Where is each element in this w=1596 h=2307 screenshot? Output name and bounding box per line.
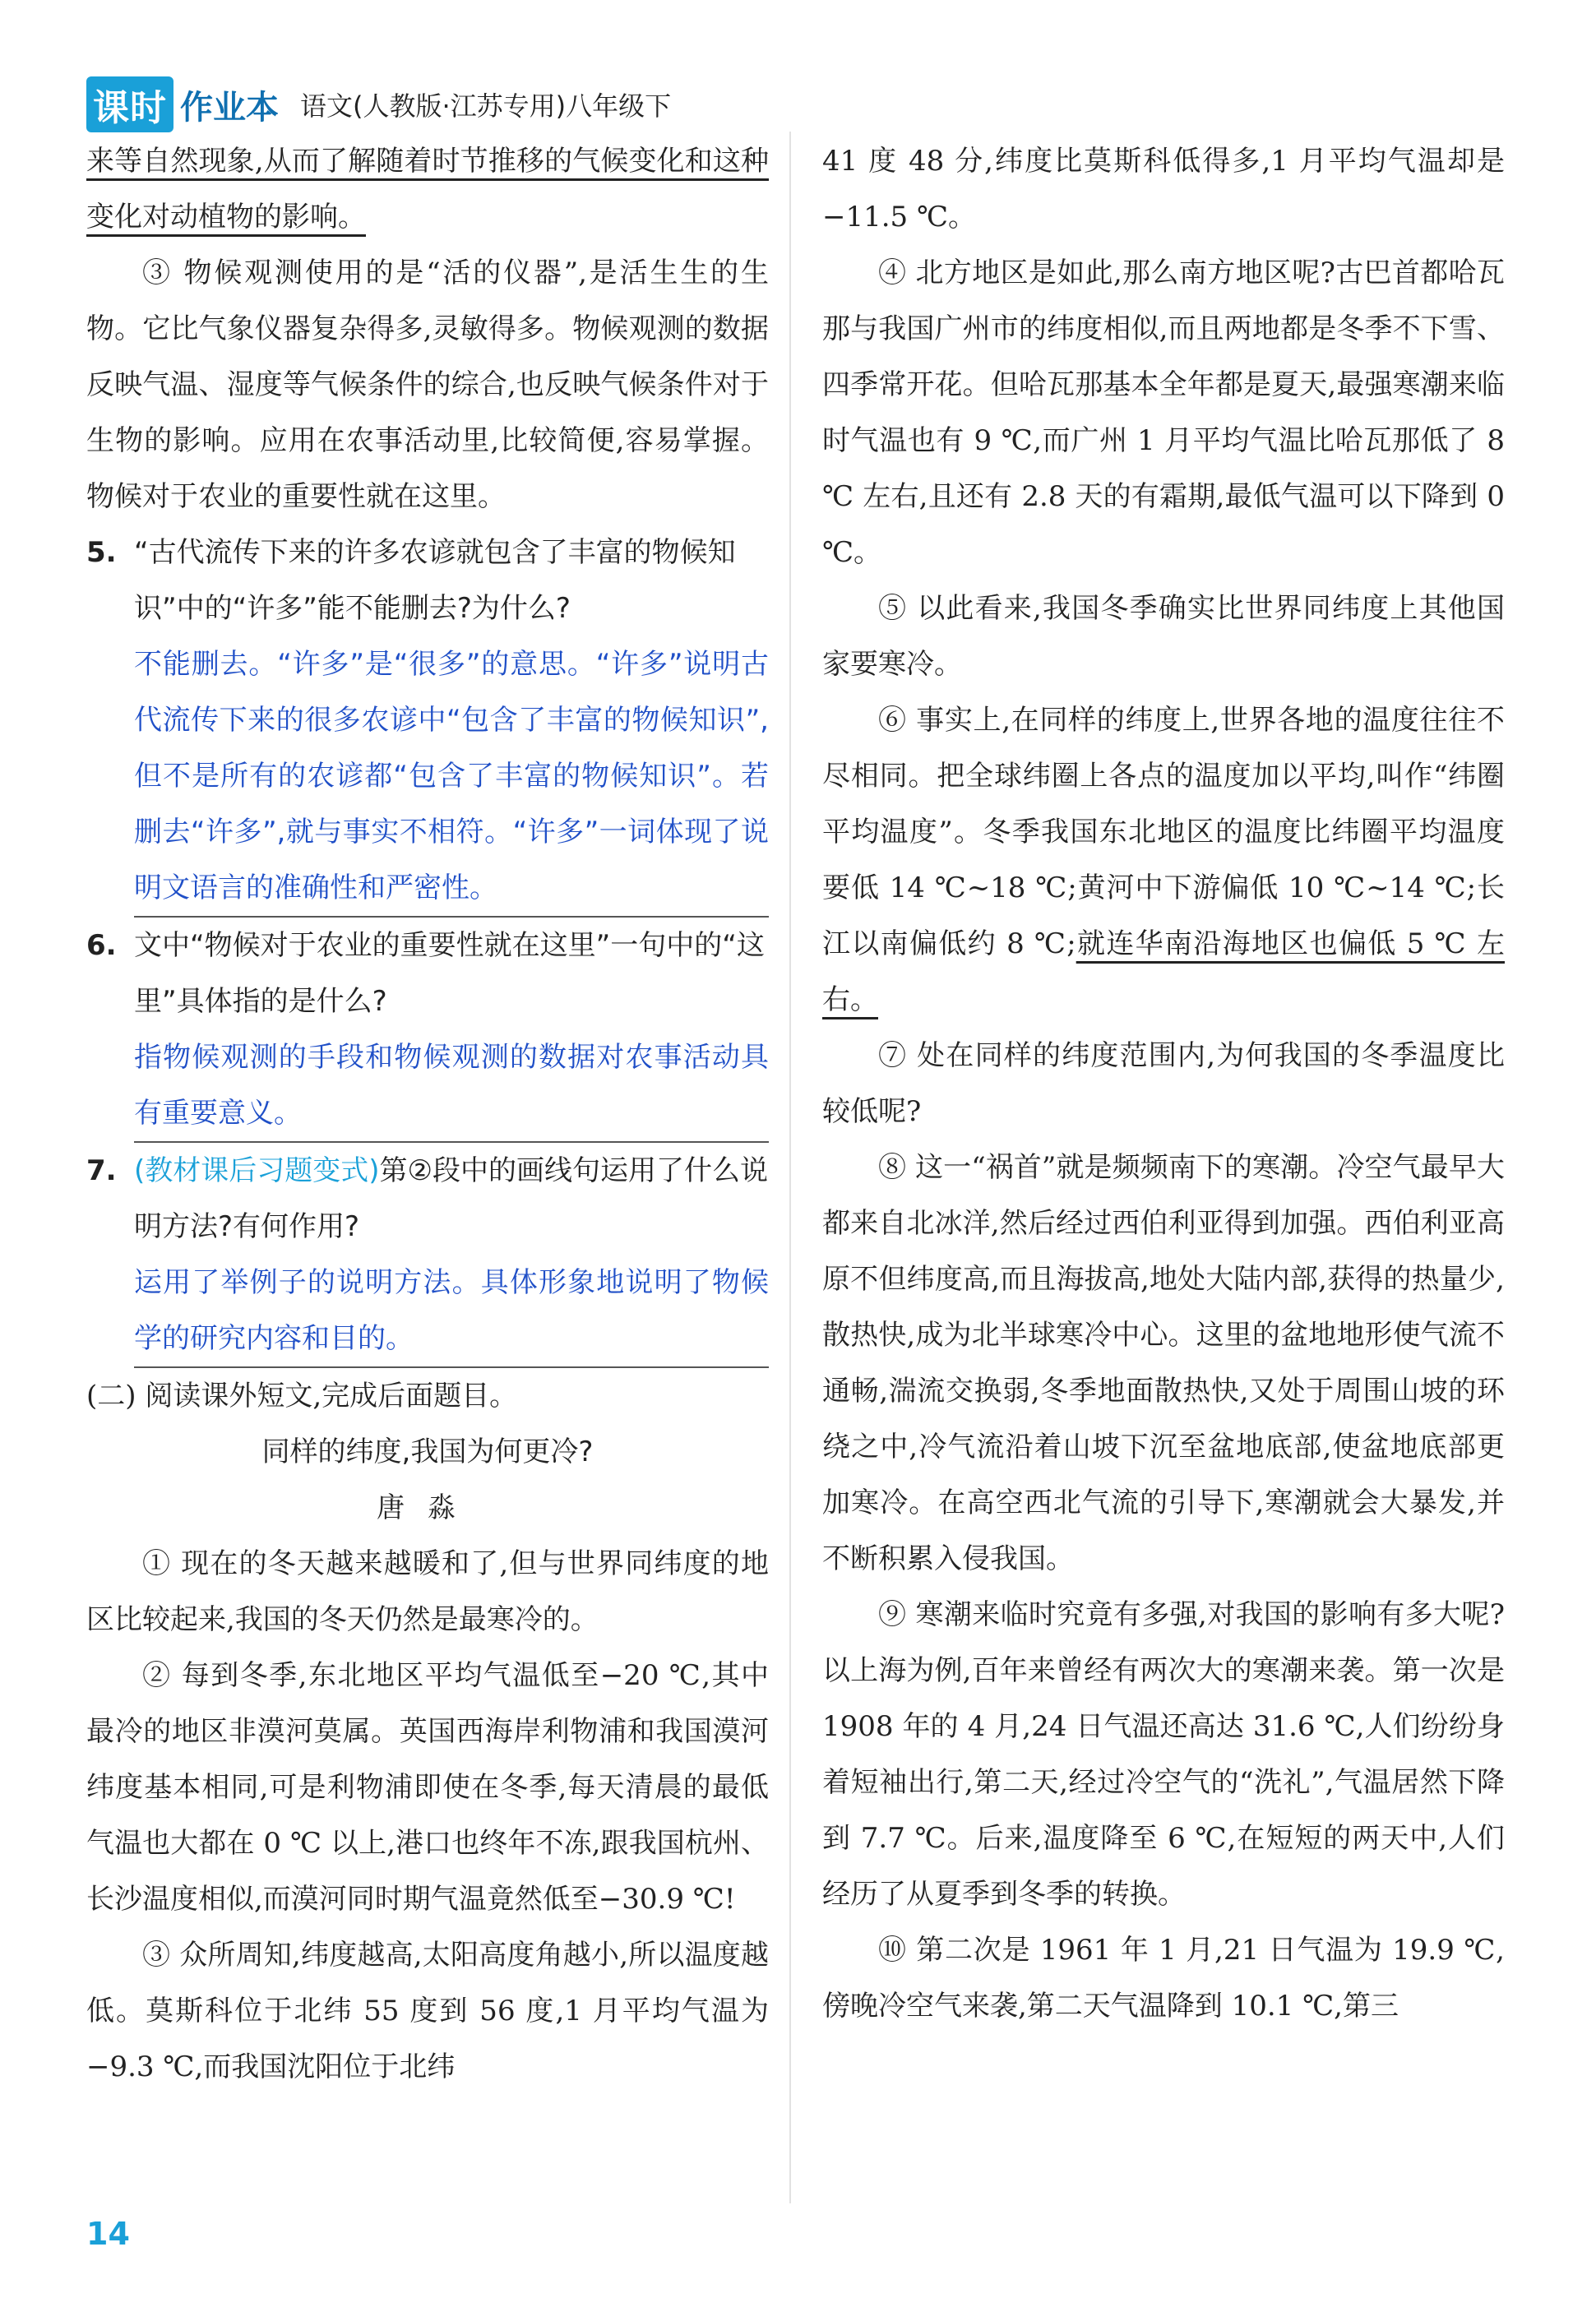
article-author: 唐淼: [377, 1491, 479, 1524]
article-title: 同样的纬度,我国为何更冷?: [261, 1436, 594, 1468]
article-paragraph-5: ⑤ 以此看来,我国冬季确实比世界同纬度上其他国家要寒冷。: [822, 592, 1505, 681]
article-paragraph-4: ④ 北方地区是如此,那么南方地区呢?古巴首都哈瓦那与我国广州市的纬度相似,而且两地都是冬季不下雪、四季常开花。但哈瓦那基本全年都是夏天,最强寒潮来临时气温也有 9 ℃,而广州 1 月平均气温比哈瓦那低了 8 ℃ 左右,且还有 2.8 天的有霜期,最低气温可以下降到 0 ℃。: [822, 257, 1505, 569]
article-paragraph-2: ② 每到冬季,东北地区平均气温低至−20 ℃,其中最冷的地区非漠河莫属。英国西海岸利物浦和我国漠河纬度基本相同,可是利物浦即使在冬季,每天清晨的最低气温也大都在 0 ℃ 以上,港口也终年不冻,跟我国杭州、长沙温度相似,而漠河同时期气温竟然低至−30.9 ℃!: [86, 1659, 769, 1916]
brand-logo: [86, 76, 279, 132]
page-number: 14: [86, 2216, 130, 2252]
question-6: [86, 918, 769, 1029]
question-7: [86, 1143, 769, 1255]
question-tag: (教材课后习题变式): [134, 1154, 380, 1187]
question-5: [86, 525, 769, 636]
question-text: “古代流传下来的许多农谚就包含了丰富的物候知识”中的“许多”能不能删去?为什么?: [134, 536, 736, 625]
question-number: 7.: [86, 1154, 117, 1187]
question-body: 第②段中的画线句运用了什么说明方法?有何作用?: [134, 1154, 769, 1243]
article-paragraph-10: ⑩ 第二次是 1961 年 1 月,21 日气温为 19.9 ℃,傍晚冷空气来袭,第二天气温降到 10.1 ℃,第三: [822, 1934, 1505, 2023]
right-column: [822, 133, 1505, 2034]
answer-5: 不能删去。“许多”是“很多”的意思。“许多”说明古代流传下来的很多农谚中“包含了丰富的物候知识”,但不是所有的农谚都“包含了丰富的物候知识”。若删去“许多”,就与事实不相符。“许多”一词体现了说明文语言的准确性和严密性。: [134, 636, 769, 918]
section-heading: (二) 阅读课外短文,完成后面题目。: [86, 1380, 518, 1412]
article-paragraph-9: ⑨ 寒潮来临时究竟有多强,对我国的影响有多大呢?以上海为例,百年来曾经有两次大的寒潮来袭。第一次是 1908 年的 4 月,24 日气温还高达 31.6 ℃,人们纷纷身着短袖出行,第二天,经过冷空气的“洗礼”,气温居然下降到 7.7 ℃。后来,温度降至 6 ℃,在短短的两天中,人们经历了从夏季到冬季的转换。: [822, 1598, 1505, 1911]
article-paragraph-1: ① 现在的冬天越来越暖和了,但与世界同纬度的地区比较起来,我国的冬天仍然是最寒冷的。: [86, 1547, 769, 1636]
question-text: 文中“物候对于农业的重要性就在这里”一句中的“这里”具体指的是什么?: [134, 929, 765, 1018]
article-paragraph-7: ⑦ 处在同样的纬度范围内,为何我国的冬季温度比较低呢?: [822, 1039, 1505, 1128]
paragraph-continuation: 来等自然现象,从而了解随着时节推移的气候变化和这种变化对动植物的影响。: [86, 145, 769, 233]
answer-7: 运用了举例子的说明方法。具体形象地说明了物候学的研究内容和目的。: [134, 1255, 769, 1368]
left-column: [86, 133, 769, 2095]
brand-name: 作业本: [180, 88, 279, 127]
underlined-sentence: 就连华南沿海地区也偏低 5 ℃ 左右。: [822, 927, 1505, 1016]
question-number: 5.: [86, 536, 117, 569]
paragraph-6-text: ⑥ 事实上,在同样的纬度上,世界各地的温度往往不尽相同。把全球纬圈上各点的温度加以平均,叫作“纬圈平均温度”。冬季我国东北地区的温度比纬圈平均温度要低 14 ℃~18 ℃;黄河中下游偏低 10 ℃~14 ℃;长江以南偏低约 8 ℃;: [822, 704, 1505, 960]
logo-mark: 课时: [86, 76, 173, 132]
column-divider: [789, 132, 791, 2203]
subject-label: 语文(人教版·江苏专用)八年级下: [300, 90, 672, 122]
page-header: [86, 79, 671, 130]
article-paragraph-8: ⑧ 这一“祸首”就是频频南下的寒潮。冷空气最早大都来自北冰洋,然后经过西伯利亚得到加强。西伯利亚高原不但纬度高,而且海拔高,地处大陆内部,获得的热量少,散热快,成为北半球寒冷中心。这里的盆地地形使气流不通畅,湍流交换弱,冬季地面散热快,又处于周围山坡的环绕之中,冷气流沿着山坡下沉至盆地底部,使盆地底部更加寒冷。在高空西北气流的引导下,寒潮就会大暴发,并不断积累入侵我国。: [822, 1151, 1505, 1575]
answer-6: 指物候观测的手段和物候观测的数据对农事活动具有重要意义。: [134, 1029, 769, 1143]
paragraph-3: ③ 物候观测使用的是“活的仪器”,是活生生的生物。它比气象仪器复杂得多,灵敏得多。物候观测的数据反映气温、湿度等气候条件的综合,也反映气候条件对于生物的影响。应用在农事活动里,比较简便,容易掌握。物候对于农业的重要性就在这里。: [86, 257, 769, 513]
article-paragraph-6: [822, 692, 1505, 1028]
article-paragraph-3-cont: 41 度 48 分,纬度比莫斯科低得多,1 月平均气温却是−11.5 ℃。: [822, 145, 1505, 233]
question-number: 6.: [86, 929, 117, 962]
article-paragraph-3: ③ 众所周知,纬度越高,太阳高度角越小,所以温度越低。莫斯科位于北纬 55 度到 56 度,1 月平均气温为−9.3 ℃,而我国沈阳位于北纬: [86, 1939, 769, 2083]
question-text: [134, 1143, 769, 1255]
